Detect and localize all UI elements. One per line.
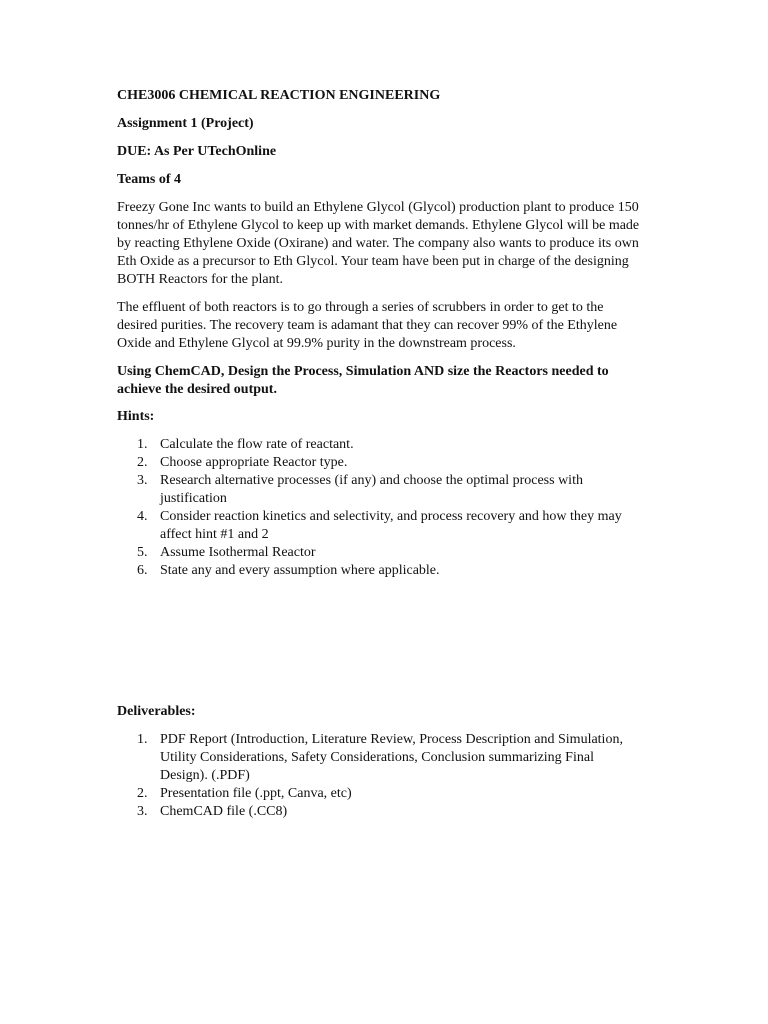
- list-item: [117, 803, 623, 821]
- instruction-paragraph: [117, 363, 657, 399]
- hints-list: [117, 436, 622, 580]
- effluent-paragraph: [117, 299, 657, 353]
- list-number: 1.: [137, 437, 148, 452]
- list-item-text: Consider reaction kinetics and selectivity, and process recovery and how they may: [160, 509, 622, 524]
- list-item-text: justification: [160, 491, 227, 506]
- list-number: 4.: [137, 509, 148, 524]
- list-number: 1.: [137, 732, 148, 747]
- list-item: [117, 508, 622, 544]
- list-item: [117, 785, 623, 803]
- list-item-text: Design). (.PDF): [160, 768, 250, 783]
- list-number: 3.: [137, 473, 148, 488]
- intro-paragraph: [117, 199, 657, 289]
- list-item: [117, 472, 622, 508]
- instruction-line: achieve the desired output.: [117, 382, 277, 397]
- due-date: DUE: As Per UTechOnline: [117, 144, 277, 159]
- list-item-text: Research alternative processes (if any) and choose the optimal process with: [160, 473, 583, 488]
- intro-line: by reacting Ethylene Oxide (Oxirane) and water. The company also wants to produce its own: [117, 236, 639, 251]
- list-item-text: Presentation file (.ppt, Canva, etc): [160, 786, 352, 801]
- list-item-text: Utility Considerations, Safety Considerations, Conclusion summarizing Final: [160, 750, 594, 765]
- list-item-text: PDF Report (Introduction, Literature Review, Process Description and Simulation,: [160, 732, 623, 747]
- intro-line: Eth Oxide as a precursor to Eth Glycol. Your team have been put in charge of the designing: [117, 254, 629, 269]
- course-title: CHE3006 CHEMICAL REACTION ENGINEERING: [117, 88, 441, 103]
- effluent-line: desired purities. The recovery team is adamant that they can recover 99% of the Ethylene: [117, 318, 618, 333]
- list-item: [117, 454, 622, 472]
- effluent-line: Oxide and Ethylene Glycol at 99.9% purity in the downstream process.: [117, 336, 516, 351]
- list-number: 2.: [137, 455, 148, 470]
- list-item: [117, 544, 622, 562]
- list-item-text: ChemCAD file (.CC8): [160, 804, 288, 819]
- list-item-text: affect hint #1 and 2: [160, 527, 269, 542]
- deliverables-list: [117, 731, 623, 821]
- deliverables-heading: Deliverables:: [117, 704, 196, 719]
- effluent-line: The effluent of both reactors is to go through a series of scrubbers in order to get to the: [117, 300, 604, 315]
- intro-line: Freezy Gone Inc wants to build an Ethylene Glycol (Glycol) production plant to produce 150: [117, 200, 639, 215]
- list-item-text: Calculate the flow rate of reactant.: [160, 437, 354, 452]
- list-number: 5.: [137, 545, 148, 560]
- instruction-line: Using ChemCAD, Design the Process, Simulation AND size the Reactors needed to: [117, 364, 609, 379]
- list-item: [117, 436, 622, 454]
- list-item: [117, 731, 623, 785]
- team-size: Teams of 4: [117, 172, 182, 187]
- list-number: 2.: [137, 786, 148, 801]
- list-item: [117, 562, 622, 580]
- list-item-text: Assume Isothermal Reactor: [160, 545, 316, 560]
- hints-heading: Hints:: [117, 409, 155, 424]
- list-item-text: Choose appropriate Reactor type.: [160, 455, 348, 470]
- list-number: 6.: [137, 563, 148, 578]
- list-item-text: State any and every assumption where applicable.: [160, 563, 440, 578]
- intro-line: BOTH Reactors for the plant.: [117, 272, 284, 287]
- intro-line: tonnes/hr of Ethylene Glycol to keep up with market demands. Ethylene Glycol will be made: [117, 218, 640, 233]
- list-number: 3.: [137, 804, 148, 819]
- assignment-title: Assignment 1 (Project): [117, 116, 254, 131]
